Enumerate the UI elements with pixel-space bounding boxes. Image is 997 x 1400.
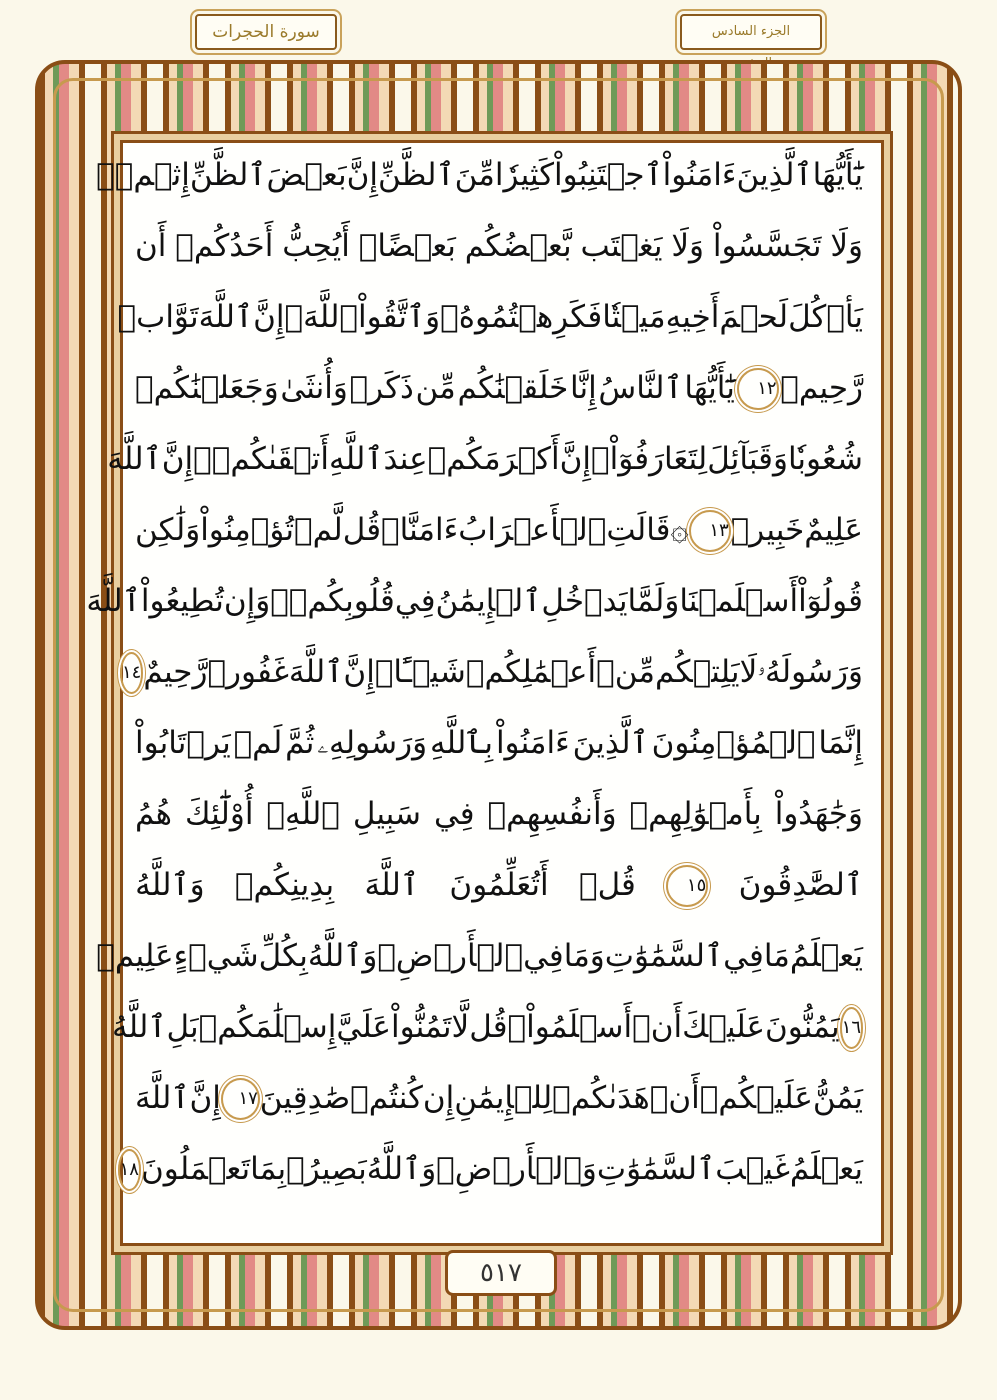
word: تُطِيعُواْ — [140, 583, 224, 619]
word: وَٱلۡأَرۡضِۚ — [436, 1151, 597, 1187]
word: لَحۡمَ — [719, 299, 789, 335]
word: وَمَا — [563, 938, 605, 974]
word: تَوَّابٞ — [117, 299, 199, 335]
word: لَا — [739, 654, 758, 690]
word: خَلَقۡنَٰكُم — [457, 370, 569, 406]
word: بِأَمۡوَٰلِهِمۡ — [629, 796, 762, 832]
word: ٱللَّهِۚ — [266, 796, 340, 832]
word: ٱلنَّاسُ — [598, 370, 683, 406]
word: مَيۡتٗا — [602, 299, 666, 335]
text-line — [112, 992, 863, 1063]
word: هُمُ — [135, 796, 173, 832]
word: بَّعۡضُكُم — [464, 228, 572, 264]
text-line — [96, 140, 863, 211]
word: مَا — [763, 938, 790, 974]
word: بِكُلِّ — [258, 938, 308, 974]
word: بِٱللَّهِ — [429, 725, 494, 761]
word: لِتَعَارَفُوٓاْۚ — [591, 441, 708, 477]
word: يَدۡخُلِ — [541, 583, 628, 619]
word: إِنَّ — [161, 441, 194, 477]
word: أَسۡلَمۡنَا — [679, 583, 799, 619]
word: غَيۡبَ — [715, 1151, 790, 1187]
word: إِنَّ — [189, 1080, 221, 1116]
word: شَيۡـًٔاۚ — [374, 654, 466, 690]
word: ٱللَّهَ — [86, 583, 141, 619]
word: ءَامَنُواْ — [662, 157, 737, 193]
text-line — [135, 353, 863, 424]
word: رَّحِيمٞ — [780, 370, 863, 406]
word: يَرۡتَابُواْ — [135, 725, 231, 761]
word: أُوْلَٰٓئِكَ — [184, 796, 254, 832]
word: رَّحِيمٌ — [143, 654, 208, 690]
ayah-number-marker: ١٨ — [118, 1149, 141, 1191]
word: بِدِينِكُمۡ — [234, 867, 335, 903]
word: عَلِيمٌ — [804, 512, 863, 548]
word: وَٱتَّقُواْ — [358, 299, 441, 335]
word: مِّن — [415, 370, 456, 406]
word: قُل — [469, 1009, 508, 1045]
word: قُلُوبِكُمۡۖ — [270, 583, 395, 619]
word: تُؤۡمِنُواْ — [200, 512, 295, 548]
text-line — [135, 779, 863, 850]
text-line — [117, 282, 863, 353]
word: بِمَا — [250, 1151, 287, 1187]
word: تَعۡمَلُونَ — [140, 1151, 251, 1187]
word: ٱللَّهَ — [364, 867, 420, 903]
word: ٱلۡأَعۡرَابُ — [458, 512, 607, 548]
word: قُولُوٓاْ — [798, 583, 863, 619]
word: فِي — [523, 938, 564, 974]
word: يَلِتۡكُم — [654, 654, 740, 690]
word: فِي — [394, 583, 436, 619]
word: يَغۡتَب — [580, 228, 663, 264]
word: بَصِيرُۢ — [286, 1151, 367, 1187]
word: ٱللَّهَۚ — [284, 299, 359, 335]
word: ٱلسَّمَٰوَٰتِ — [596, 1151, 716, 1187]
word: لَّمۡ — [294, 512, 343, 548]
word: ٱلظَّنِّ — [189, 157, 267, 193]
word: وَأَنفُسِهِمۡ — [487, 796, 617, 832]
ayah-number-marker: ١٦ — [840, 1007, 863, 1049]
word: أَخِيهِ — [665, 299, 720, 335]
ayah-number-marker: ١٣ — [689, 510, 731, 552]
word: هَدَىٰكُمۡ — [552, 1080, 650, 1116]
text-line — [135, 708, 863, 779]
word: ٱلسَّمَٰوَٰتِ — [604, 938, 724, 974]
word: وَلَا — [830, 228, 863, 264]
word: وَٱللَّهُ — [366, 1151, 437, 1187]
word: أَحَدُكُمۡ — [175, 228, 274, 264]
word: بَعۡضًاۚ — [358, 228, 456, 264]
word: إِنَّ — [346, 157, 379, 193]
word: صَٰدِقِينَ — [259, 1080, 351, 1116]
ayah-number-marker: ١٧ — [221, 1078, 260, 1120]
word: عَلَيۡكَ — [682, 1009, 765, 1045]
word: سَبِيلِ — [352, 796, 422, 832]
word: مِّنۡ — [596, 654, 655, 690]
word: يَٰٓأَيُّهَا — [812, 157, 863, 193]
word: شُعُوبٗا — [787, 441, 863, 477]
word: ٱلَّذِينَ — [572, 725, 649, 761]
word: عَلِيمٞ — [96, 938, 174, 974]
word: فَكَرِهۡتُمُوهُۚ — [440, 299, 603, 335]
word: إِثۡمٞۖ — [96, 157, 190, 193]
ayah-number-marker: ١٤ — [120, 652, 143, 694]
word: ٱللَّهُ — [112, 1009, 167, 1045]
word: يَٰٓأَيُّهَا — [684, 370, 735, 406]
word: إِنَّ — [343, 654, 375, 690]
word: وَقَبَآئِلَ — [707, 441, 788, 477]
word: أَتُعَلِّمُونَ — [449, 867, 549, 903]
text-line — [135, 495, 863, 566]
word: إِسۡلَٰمَكُمۖ — [198, 1009, 337, 1045]
word: ءَامَنُواْ — [495, 725, 570, 761]
word: وَجَعَلۡنَٰكُمۡ — [135, 370, 279, 406]
word: قُلۡ — [578, 867, 636, 903]
word: أَكۡرَمَكُمۡ — [427, 441, 560, 477]
word: ٱللَّهِ — [328, 441, 384, 477]
word: أَن — [135, 228, 167, 264]
word: وَرَسُولَهُۥ — [757, 654, 863, 690]
ayah-number-marker: ١٢ — [737, 368, 779, 410]
word: وَٱللَّهُ — [307, 938, 378, 974]
word: إِنَّ — [559, 441, 592, 477]
word: ٱلۡإِيمَٰنُ — [435, 583, 542, 619]
word: ٱلظَّنِّ — [378, 157, 455, 193]
word: لَّا — [451, 1009, 470, 1045]
word: أَيُحِبُّ — [282, 228, 350, 264]
word: فِي — [433, 796, 475, 832]
word: وَلَمَّا — [627, 583, 680, 619]
word: عَلَيۡكُمۡ — [699, 1080, 813, 1116]
word: أَعۡمَٰلِكُمۡ — [465, 654, 597, 690]
word: يَأۡكُلَ — [788, 299, 863, 335]
text-line — [135, 1063, 863, 1134]
word: قَالَتِ — [606, 512, 671, 548]
word: ٱلۡمُؤۡمِنُونَ — [651, 725, 816, 761]
text-line — [121, 637, 863, 708]
text-line — [119, 1134, 863, 1205]
juz-header: الجزء السادس — [680, 14, 822, 50]
ayah-number-marker: ١٥ — [666, 865, 708, 907]
word: كُنتُمۡ — [350, 1080, 423, 1116]
word: فِي — [723, 938, 764, 974]
word: قُل — [342, 512, 382, 548]
word: ٱلۡأَرۡضِۚ — [377, 938, 524, 974]
word: ٱللَّهَ — [107, 441, 162, 477]
word: ءَامَنَّاۖ — [381, 512, 459, 548]
word: يَمُنُّ — [812, 1080, 863, 1116]
word: أَنۡ — [649, 1080, 700, 1116]
text-line — [96, 921, 863, 992]
word: كَثِيرٗا — [494, 157, 555, 193]
word: وَجَٰهَدُواْ — [774, 796, 863, 832]
word: إِنَّا — [570, 370, 597, 406]
word: إِن — [422, 1080, 455, 1116]
word: إِنَّ — [253, 299, 285, 335]
word: عَلَيَّ — [336, 1009, 391, 1045]
word: ذَكَرٖ — [349, 370, 414, 406]
word: أَتۡقَىٰكُمۡۚ — [193, 441, 329, 477]
word: بَلِ — [166, 1009, 199, 1045]
word: إِنَّمَا — [818, 725, 863, 761]
surah-name-header: سورة الحجرات — [195, 14, 337, 50]
word: وَرَسُولِهِۦ — [317, 725, 428, 761]
word: تَمُنُّواْ — [391, 1009, 452, 1045]
word: لِلۡإِيمَٰنِ — [454, 1080, 553, 1116]
page-number: ٥١٧ — [445, 1250, 557, 1296]
word: أَنۡ — [632, 1009, 683, 1045]
word: ٱلَّذِينَ — [736, 157, 813, 193]
word: وَأُنثَىٰ — [280, 370, 348, 406]
word: وَٱللَّهُ — [135, 867, 205, 903]
word: يَعۡلَمُ — [789, 1151, 863, 1187]
word: ٱجۡتَنِبُواْ — [554, 157, 663, 193]
text-line — [86, 566, 863, 637]
word: بَعۡضَ — [266, 157, 347, 193]
word: لَمۡ — [233, 725, 283, 761]
word: ثُمَّ — [285, 725, 315, 761]
word: ۞ — [670, 512, 689, 548]
word: ٱلصَّٰدِقُونَ — [738, 867, 863, 903]
word: شَيۡءٍ — [173, 938, 259, 974]
word: غَفُورٞ — [207, 654, 289, 690]
word: يَعۡلَمُ — [789, 938, 863, 974]
word: ٱللَّهَ — [198, 299, 254, 335]
word: ٱللَّهَ — [135, 1080, 190, 1116]
word: ٱللَّهَ — [288, 654, 344, 690]
word: عِندَ — [383, 441, 428, 477]
text-line — [135, 850, 863, 921]
word: وَإِن — [223, 583, 271, 619]
text-line — [135, 211, 863, 282]
text-line — [107, 424, 863, 495]
word: مِّنَ — [454, 157, 495, 193]
word: أَسۡلَمُواْۖ — [507, 1009, 633, 1045]
word: تَجَسَّسُواْ — [712, 228, 822, 264]
word: وَلَا — [671, 228, 705, 264]
quran-text — [86, 140, 863, 1205]
word: خَبِيرٞ — [730, 512, 805, 548]
word: وَلَٰكِن — [135, 512, 201, 548]
word: يَمُنُّونَ — [764, 1009, 840, 1045]
